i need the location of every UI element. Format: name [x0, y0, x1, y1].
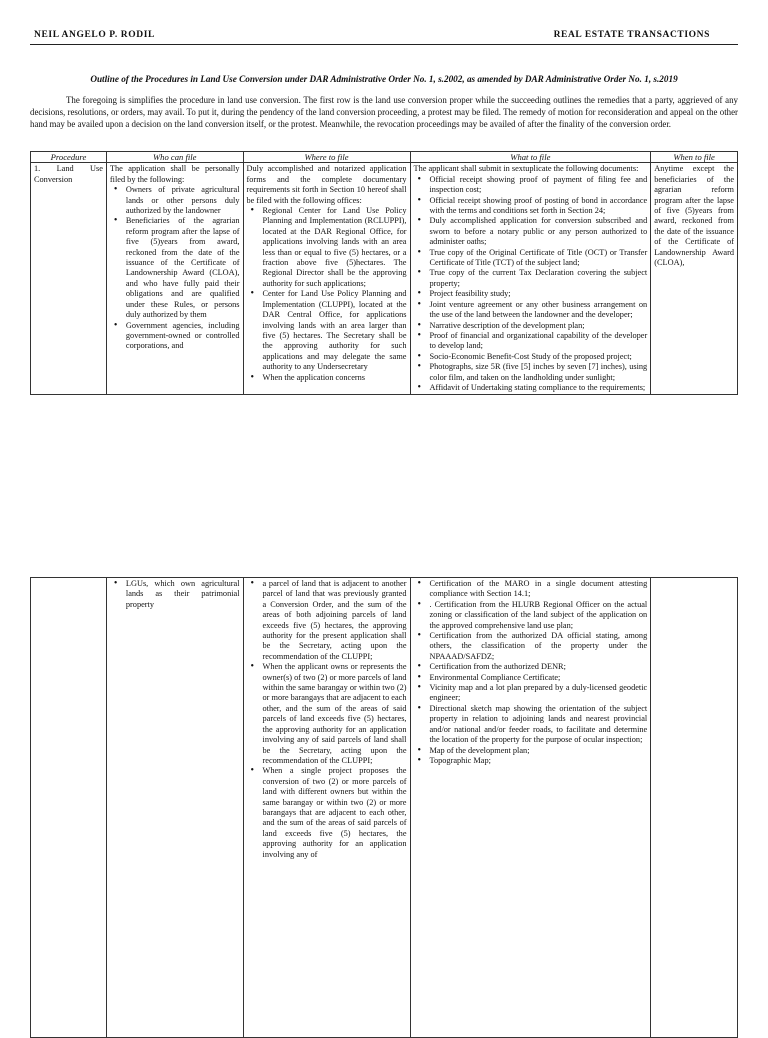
where-cell — [243, 163, 410, 395]
when-cell — [651, 163, 738, 395]
list-item: • When the applicant owns or represents the owner(s) of two (2) or more parcels of land within the same barangay or within two (2) or more barangays that are adjacent to each other, and the sum of the areas of said parcels of land exceeds five (5) hectares, the approving authority for an application involving any of said parcels of land shall be the Secretary, acting upon the recommendation of the CLUPPI; — [263, 662, 407, 766]
list-item: • Owners of private agricultural lands or other persons duly authorized by the landowner — [126, 185, 240, 216]
what-cell-continued — [410, 578, 651, 1038]
header-who: Who can file — [106, 152, 243, 163]
when-text: Anytime except the beneficiaries of the agrarian reform program after the lapse of five (5)years from award, reckoned from the date of the issuance of the Certificate of Landownership Award (CLOA), — [654, 164, 734, 268]
document-title: Outline of the Procedures in Land Use Conversion under DAR Administrative Order No. 1, s.2002, as amended by DAR Administrative Order No. 1, s.2019 — [90, 74, 678, 84]
header-rule — [30, 44, 738, 45]
course-title: REAL ESTATE TRANSACTIONS — [553, 30, 710, 40]
who-intro: The application shall be personally filed by the following: — [109, 164, 240, 184]
list-item: • Topographic Map; — [430, 756, 648, 766]
header-when: When to file — [651, 152, 738, 163]
header-where: Where to file — [243, 152, 410, 163]
list-item: • Certification from the authorized DENR; — [430, 662, 648, 672]
list-item: • Certification from the authorized DA official stating, among others, the classification of the property under the NPAAAD/SAFDZ; — [430, 631, 648, 662]
where-list — [247, 206, 407, 383]
list-item: • Vicinity map and a lot plan prepared by a duly-licensed geodetic engineer; — [430, 683, 648, 704]
list-item: • Project feasibility study; — [430, 289, 648, 299]
header-procedure: Procedure — [31, 152, 107, 163]
what-list-continued — [414, 579, 648, 766]
procedure-cell — [31, 163, 107, 395]
procedure-text: 1. Land Use Conversion — [34, 164, 103, 184]
who-continuation: LGUs, which own agricultural lands as their patrimonial property — [125, 579, 240, 609]
procedure-table-continued — [30, 577, 738, 1038]
list-item: • Affidavit of Undertaking stating compliance to the requirements; — [430, 383, 648, 393]
where-intro: Duly accomplished and notarized application forms and the complete documentary requirements sit forth in Section 10 hereof shall be filed with the following offices: — [246, 164, 407, 205]
who-cell — [106, 163, 243, 395]
where-list-continued — [247, 579, 407, 860]
list-item: • Regional Center for Land Use Policy Planning and Implementation (RCLUPPI), located at the DAR Regional Office, for applications involving lands with an area less than or equal to five (5) hectares, or a fraction above five (5)hectares. The Regional Director shall be the approving authority for such applications; — [263, 206, 407, 289]
where-continuation: a parcel of land that is adjacent to another parcel of land that was previously granted a Conversion Order, and the sum of the areas of both adjoining parcels of land exceeds five (5) hectares, the approving authority for the present application shall be the Secretary, acting upon the recommendation of the CLUPPI; — [262, 579, 407, 661]
list-item: • Narrative description of the development plan; — [430, 321, 648, 331]
who-list — [110, 185, 240, 352]
list-item: • Directional sketch map showing the orientation of the subject property in relation to adjoining lands and nearest provincial and/or national and/or feeder roads, to facilitate and determine the location of the property for the purpose of ocular inspection; — [430, 704, 648, 746]
procedure-cell-continued — [31, 578, 107, 1038]
header-what: What to file — [410, 152, 651, 163]
list-item: • Photographs, size 5R (five [5] inches by seven [7] inches), using color film, and taken on the landholding under sunlight; — [430, 362, 648, 383]
intro-paragraph: The foregoing is simplifies the procedure in land use conversion. The first row is the land use conversion proper while the succeeding outlines the remedies that a party, aggrieved of any decisions, resolutions, or orders, may avail. To put it, during the pendency of the land conversion proceeding, a protest may be filed. The remedy of motion for reconsideration and appeal on the other hand may be availed upon a decision on the land conversion itself, or the protest. Meanwhile, the revocation proceedings may be availed of after the finality of the conversion order. — [30, 95, 738, 129]
list-item: • Official receipt showing proof of payment of filing fee and inspection cost; — [430, 175, 648, 196]
list-item: • True copy of the current Tax Declaration covering the subject property; — [430, 268, 648, 289]
list-item: • Environmental Compliance Certificate; — [430, 673, 648, 683]
list-item: • Map of the development plan; — [430, 746, 648, 756]
list-item: • Beneficiaries of the agrarian reform program after the lapse of five (5)years from award, reckoned from the date of the issuance of the Certificate of Landownership Award (CLOA), and who have fully paid their obligations and are qualified under these Rules, or persons duly authorized by them — [126, 216, 240, 320]
list-item: • Center for Land Use Policy Planning and Implementation (CLUPPI), located at the DAR Central Office, for applications involving lands with an area larger than five (5) hectares. The Secretary shall be the approving authority for such applications and may delegate the same authority to any Undersecretary — [263, 289, 407, 372]
list-item: • Joint venture agreement or any other business arrangement on the use of the land between the landowner and the developer; — [430, 300, 648, 321]
what-cell — [410, 163, 651, 395]
procedure-table — [30, 151, 738, 395]
author-name: NEIL ANGELO P. RODIL — [34, 30, 155, 40]
table-row — [31, 163, 738, 395]
what-intro: The applicant shall submit in sextuplicate the following documents: — [413, 164, 639, 174]
list-item: • When the application concerns — [263, 373, 407, 383]
where-cell-continued — [243, 578, 410, 1038]
list-item — [263, 579, 407, 662]
list-item: • Government agencies, including government-owned or controlled corporations, and — [126, 321, 240, 352]
list-item: • Certification of the MARO in a single document attesting compliance with Section 14.1; — [430, 579, 648, 600]
list-item: • . Certification from the HLURB Regional Officer on the actual zoning or classification of the land subject of the application on the approved comprehensive land use plan; — [430, 600, 648, 631]
list-item: • Proof of financial and organizational capability of the developer to develop land; — [430, 331, 648, 352]
list-item: • Socio-Economic Benefit-Cost Study of the proposed project; — [430, 352, 648, 362]
list-item: • Duly accomplished application for conversion subscribed and sworn to before a notary public or any person authorized to administer oaths; — [430, 216, 648, 247]
table-row — [31, 578, 738, 1038]
who-cell-continued — [106, 578, 243, 1038]
what-list — [414, 175, 648, 394]
who-list-continued — [110, 579, 240, 610]
list-item: • True copy of the Original Certificate of Title (OCT) or Transfer Certificate of Title (TCT) of the subject land; — [430, 248, 648, 269]
list-item — [126, 579, 240, 610]
when-cell-continued — [651, 578, 738, 1038]
table-header-row — [31, 152, 738, 163]
list-item: • When a single project proposes the conversion of two (2) or more parcels of land with different owners but within the same barangay or within two (2) or more barangays that are adjacent to each other, and the sum of the areas of said parcels of land exceeds five (5) hectares, the approving authority for an application involving any of — [263, 766, 407, 860]
list-item: • Official receipt showing proof of posting of bond in accordance with the terms and conditions set forth in Section 24; — [430, 196, 648, 217]
